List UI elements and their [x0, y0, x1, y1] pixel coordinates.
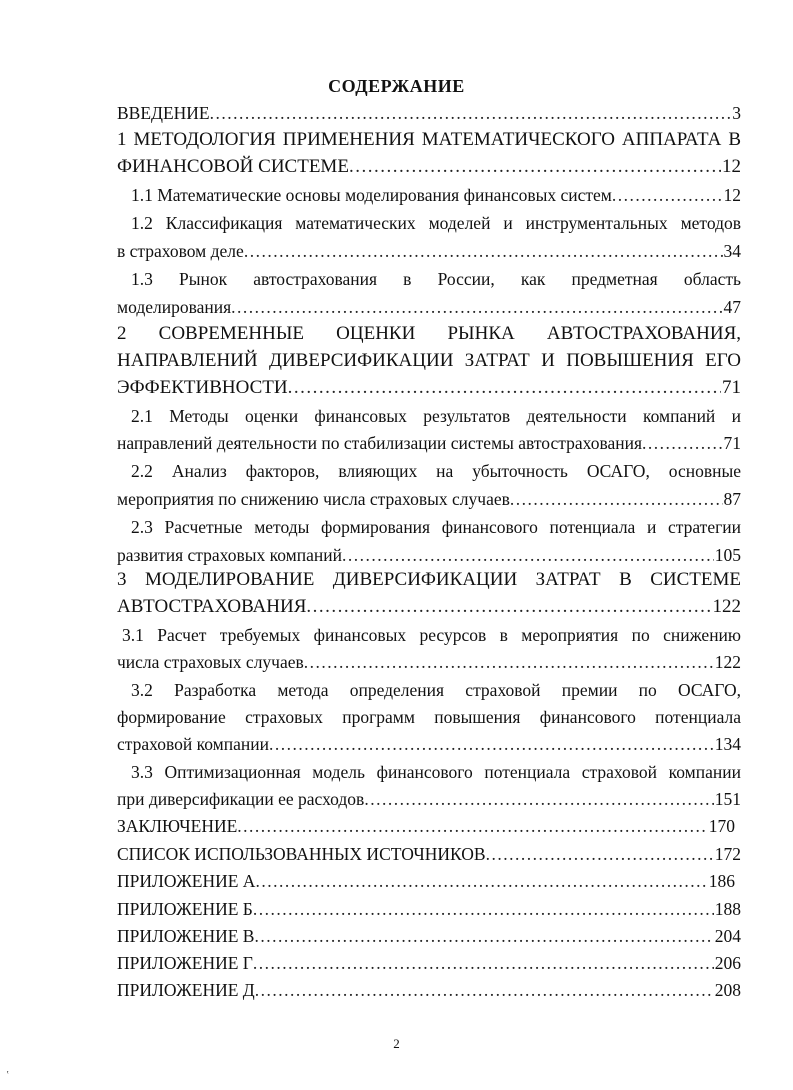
dot-leader [254, 923, 713, 949]
dot-leader [306, 594, 711, 620]
toc-entry-introduction[interactable] [117, 100, 741, 126]
toc-page-number: 206 [714, 953, 741, 973]
toc-page-number: 122 [714, 652, 741, 672]
toc-entry-text: ЭФФЕКТИВНОСТИ [117, 377, 288, 398]
scan-mark-icon: ‛ [6, 1070, 10, 1081]
page-number: 2 [393, 1036, 400, 1051]
toc-entry-appendix-g[interactable] [117, 950, 741, 976]
dot-leader [486, 841, 714, 867]
dot-leader [510, 486, 723, 512]
toc-entry-2-2-line1[interactable]: 2.2 Анализ факторов, влияющих на убыточность ОСАГО, основные [131, 461, 741, 481]
toc-entry-text: в страховом деле [117, 241, 244, 261]
toc-page-number: 87 [723, 489, 741, 509]
toc-chapter-2-heading-line1[interactable]: 2 СОВРЕМЕННЫЕ ОЦЕНКИ РЫНКА АВТОСТРАХОВАНИЯ, [117, 323, 741, 344]
toc-entry-text: ВВЕДЕНИЕ [117, 103, 210, 123]
toc-entry-chapter-1[interactable] [117, 154, 741, 180]
toc-page-number: 3 [732, 103, 741, 123]
toc-page-number: 186 [708, 871, 735, 891]
toc-entry-3-2-line1[interactable]: 3.2 Разработка метода определения страховой премии по ОСАГО, [131, 680, 741, 700]
toc-entry-1-3-line1[interactable]: 1.3 Рынок автострахования в России, как предметная область [131, 269, 741, 289]
toc-entry-text: ПРИЛОЖЕНИЕ А [117, 871, 256, 891]
toc-page-number: 170 [708, 816, 735, 836]
toc-page-number: 208 [714, 980, 741, 1000]
toc-page-number: 12 [722, 156, 741, 177]
toc-chapter-2-heading-line2[interactable]: НАПРАВЛЕНИЙ ДИВЕРСИФИКАЦИИ ЗАТРАТ И ПОВЫШЕНИЯ ЕГО [117, 350, 741, 371]
toc-entry-text: ПРИЛОЖЕНИЕ В [117, 926, 255, 946]
toc-entry-3-1-line1[interactable]: 3.1 Расчет требуемых финансовых ресурсов в мероприятия по снижению [122, 625, 741, 645]
toc-entry-1-3[interactable] [117, 294, 741, 320]
toc-entry-text: мероприятия по снижению числа страховых случаев [117, 489, 510, 509]
dot-leader [269, 731, 714, 757]
toc-page-number: 105 [714, 545, 741, 565]
dot-leader [288, 375, 721, 401]
toc-chapter-1-heading[interactable]: 1 МЕТОДОЛОГИЯ ПРИМЕНЕНИЯ МАТЕМАТИЧЕСКОГО АППАРАТА В [117, 129, 741, 150]
toc-entry-appendix-b[interactable] [117, 896, 741, 922]
toc-entry-1-2-line1[interactable]: 1.2 Классификация математических моделей и инструментальных методов [131, 213, 741, 233]
toc-entry-text: числа страховых случаев [117, 652, 304, 672]
toc-entry-text: развития страховых компаний [117, 545, 342, 565]
toc-entry-2-1-line1[interactable]: 2.1 Методы оценки финансовых результатов деятельности компаний и [131, 406, 741, 426]
toc-page-number: 151 [714, 789, 741, 809]
toc-entry-appendix-d[interactable] [117, 977, 741, 1003]
toc-entry-appendix-v[interactable] [117, 923, 741, 949]
toc-entry-2-3[interactable] [117, 542, 741, 568]
toc-entry-chapter-2[interactable] [117, 375, 741, 401]
toc-entry-text: СПИСОК ИСПОЛЬЗОВАННЫХ ИСТОЧНИКОВ [117, 844, 486, 864]
toc-page-number: 122 [712, 596, 741, 617]
toc-entry-appendix-a[interactable] [117, 868, 735, 894]
toc-page-number: 134 [714, 734, 741, 754]
toc-entry-text: ЗАКЛЮЧЕНИЕ [117, 816, 238, 836]
page-title: СОДЕРЖАНИЕ [328, 76, 465, 96]
toc-page-number: 71 [723, 433, 741, 453]
toc-entry-text: АВТОСТРАХОВАНИЯ [117, 596, 307, 617]
toc-page-number: 12 [723, 185, 741, 205]
toc-entry-1-2[interactable] [117, 238, 741, 264]
toc-entry-text: 1.1 Математические основы моделирования финансовых систем [131, 185, 612, 205]
dot-leader [642, 430, 722, 456]
toc-entry-3-2[interactable] [117, 731, 741, 757]
toc-page-number: 188 [714, 899, 741, 919]
toc-entry-text: направлений деятельности по стабилизации системы автострахования [117, 433, 643, 453]
toc-entry-3-1[interactable] [117, 649, 741, 675]
toc-entry-text: ФИНАНСОВОЙ СИСТЕМЕ [117, 156, 349, 177]
toc-page-number: 204 [714, 926, 741, 946]
dot-leader [253, 896, 714, 922]
toc-entry-text: ПРИЛОЖЕНИЕ Д [117, 980, 255, 1000]
toc-page-number: 172 [714, 844, 741, 864]
dot-leader [237, 813, 707, 839]
dot-leader [364, 786, 713, 812]
dot-leader [349, 154, 721, 180]
toc-page-number: 47 [723, 297, 741, 317]
toc-entry-2-2[interactable] [117, 486, 741, 512]
dot-leader [244, 238, 723, 264]
dot-leader [253, 950, 714, 976]
toc-page-number: 34 [723, 241, 741, 261]
toc-entry-conclusion[interactable] [117, 813, 735, 839]
toc-entry-chapter-3[interactable] [117, 594, 741, 620]
dot-leader [342, 542, 714, 568]
toc-entry-2-3-line1[interactable]: 2.3 Расчетные методы формирования финансового потенциала и стратегии [131, 517, 741, 537]
toc-entry-references[interactable] [117, 841, 741, 867]
toc-entry-1-1[interactable] [131, 182, 741, 208]
dot-leader [255, 977, 714, 1003]
toc-entry-text: страховой компании [117, 734, 269, 754]
toc-entry-text: при диверсификации ее расходов [117, 789, 365, 809]
toc-entry-text: моделирования [117, 297, 232, 317]
toc-entry-3-3-line1[interactable]: 3.3 Оптимизационная модель финансового потенциала страховой компании [131, 762, 741, 782]
toc-entry-2-1[interactable] [117, 430, 741, 456]
dot-leader [255, 868, 707, 894]
dot-leader [612, 182, 723, 208]
dot-leader [210, 100, 732, 126]
toc-entry-3-2-line2[interactable]: формирование страховых программ повышения финансового потенциала [117, 707, 741, 727]
toc-entry-text: ПРИЛОЖЕНИЕ Б [117, 899, 253, 919]
toc-page-number: 71 [722, 377, 741, 398]
toc-entry-3-3[interactable] [117, 786, 741, 812]
dot-leader [304, 649, 714, 675]
dot-leader [231, 294, 722, 320]
toc-entry-text: ПРИЛОЖЕНИЕ Г [117, 953, 253, 973]
toc-chapter-3-heading[interactable]: 3 МОДЕЛИРОВАНИЕ ДИВЕРСИФИКАЦИИ ЗАТРАТ В СИСТЕМЕ [117, 569, 741, 590]
